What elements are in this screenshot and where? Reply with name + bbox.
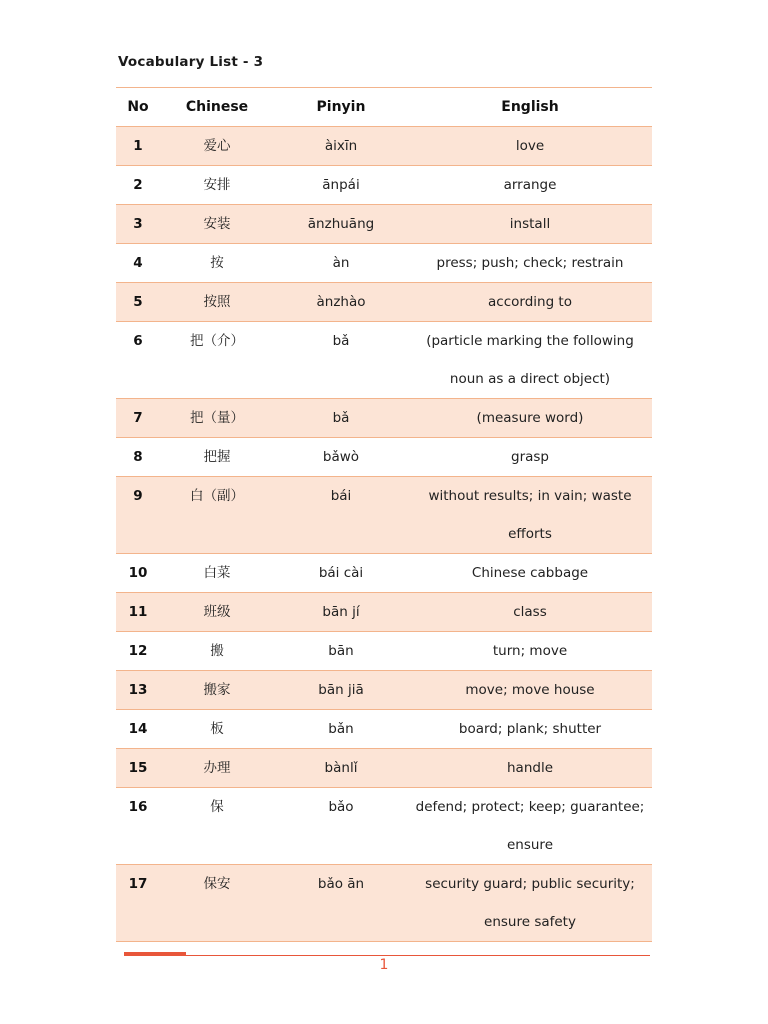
pinyin: ānpái: [274, 166, 408, 205]
chinese-word: 按: [160, 244, 274, 283]
chinese-word: 板: [160, 710, 274, 749]
row-number: 8: [116, 438, 160, 477]
row-number: 16: [116, 788, 160, 865]
column-header-english: English: [408, 88, 652, 127]
pinyin: bān jiā: [274, 671, 408, 710]
page-number: 1: [379, 957, 389, 973]
table-row: [116, 166, 652, 205]
english-meaning: turn; move: [408, 632, 652, 671]
english-meaning: without results; in vain; waste efforts: [408, 477, 652, 554]
pinyin: àn: [274, 244, 408, 283]
pinyin: bǎwò: [274, 438, 408, 477]
english-meaning: Chinese cabbage: [408, 554, 652, 593]
table-row: [116, 127, 652, 166]
table-row: [116, 244, 652, 283]
table-header-row: [116, 88, 652, 127]
pinyin: bànlǐ: [274, 749, 408, 788]
pinyin: ànzhào: [274, 283, 408, 322]
pinyin: bái cài: [274, 554, 408, 593]
chinese-word: 把（量）: [160, 399, 274, 438]
table-row: [116, 593, 652, 632]
pinyin: bǎn: [274, 710, 408, 749]
chinese-word: 把握: [160, 438, 274, 477]
chinese-word: 把（介）: [160, 322, 274, 399]
english-meaning: (particle marking the following noun as a direct object): [408, 322, 652, 399]
table-row: [116, 399, 652, 438]
pinyin: bǎ: [274, 322, 408, 399]
chinese-word: 办理: [160, 749, 274, 788]
pinyin: bǎo: [274, 788, 408, 865]
chinese-word: 安排: [160, 166, 274, 205]
pinyin: bǎo ān: [274, 865, 408, 942]
pinyin: bǎ: [274, 399, 408, 438]
chinese-word: 安装: [160, 205, 274, 244]
row-number: 11: [116, 593, 160, 632]
column-header-no: No: [116, 88, 160, 127]
english-meaning: grasp: [408, 438, 652, 477]
row-number: 10: [116, 554, 160, 593]
chinese-word: 保安: [160, 865, 274, 942]
column-header-chinese: Chinese: [160, 88, 274, 127]
chinese-word: 保: [160, 788, 274, 865]
table-row: [116, 788, 652, 865]
english-meaning: defend; protect; keep; guarantee; ensure: [408, 788, 652, 865]
english-meaning: according to: [408, 283, 652, 322]
english-meaning: love: [408, 127, 652, 166]
pinyin: àixīn: [274, 127, 408, 166]
table-row: [116, 283, 652, 322]
chinese-word: 白菜: [160, 554, 274, 593]
english-meaning: press; push; check; restrain: [408, 244, 652, 283]
table-row: [116, 554, 652, 593]
chinese-word: 爱心: [160, 127, 274, 166]
table-row: [116, 671, 652, 710]
pinyin: bái: [274, 477, 408, 554]
table-row: [116, 865, 652, 942]
chinese-word: 按照: [160, 283, 274, 322]
pinyin: bān: [274, 632, 408, 671]
english-meaning: install: [408, 205, 652, 244]
table-row: [116, 710, 652, 749]
english-meaning: (measure word): [408, 399, 652, 438]
english-meaning: board; plank; shutter: [408, 710, 652, 749]
table-row: [116, 322, 652, 399]
table-row: [116, 749, 652, 788]
row-number: 5: [116, 283, 160, 322]
page-title: Vocabulary List - 3: [118, 54, 264, 70]
column-header-pinyin: Pinyin: [274, 88, 408, 127]
row-number: 4: [116, 244, 160, 283]
row-number: 3: [116, 205, 160, 244]
chinese-word: 班级: [160, 593, 274, 632]
row-number: 12: [116, 632, 160, 671]
table-row: [116, 205, 652, 244]
row-number: 9: [116, 477, 160, 554]
row-number: 2: [116, 166, 160, 205]
pinyin: ānzhuāng: [274, 205, 408, 244]
english-meaning: arrange: [408, 166, 652, 205]
row-number: 7: [116, 399, 160, 438]
footer-divider: [124, 955, 650, 956]
row-number: 1: [116, 127, 160, 166]
row-number: 13: [116, 671, 160, 710]
english-meaning: handle: [408, 749, 652, 788]
pinyin: bān jí: [274, 593, 408, 632]
english-meaning: security guard; public security; ensure safety: [408, 865, 652, 942]
row-number: 14: [116, 710, 160, 749]
row-number: 15: [116, 749, 160, 788]
english-meaning: move; move house: [408, 671, 652, 710]
row-number: 6: [116, 322, 160, 399]
vocabulary-table: [116, 87, 652, 942]
english-meaning: class: [408, 593, 652, 632]
row-number: 17: [116, 865, 160, 942]
table-row: [116, 438, 652, 477]
table-row: [116, 632, 652, 671]
chinese-word: 搬家: [160, 671, 274, 710]
chinese-word: 白（副）: [160, 477, 274, 554]
table-row: [116, 477, 652, 554]
chinese-word: 搬: [160, 632, 274, 671]
